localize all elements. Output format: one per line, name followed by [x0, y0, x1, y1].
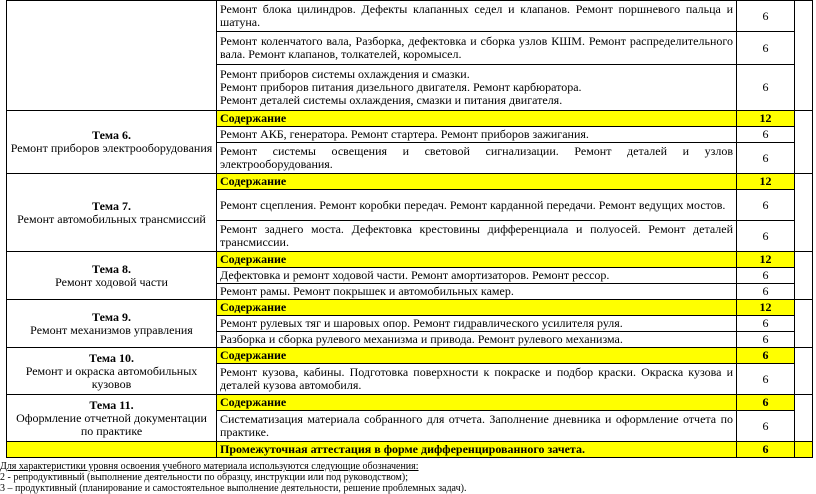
content-cell: Систематизация материала собранного для отчета. Заполнение дневника и оформление отчета по практике. — [217, 411, 737, 442]
level-cell — [795, 395, 813, 442]
content-cell: Дефектовка и ремонт ходовой части. Ремонт амортизаторов. Ремонт рессор. — [217, 268, 737, 284]
topic-cell — [7, 111, 217, 174]
note-line: 3 – продуктивный (планирование и самостоятельное выполнение деятельности, решение проблемных задач). — [0, 483, 467, 494]
hours-cell: 6 — [737, 190, 795, 221]
content-cell: Разборка и сборка рулевого механизма и привода. Ремонт рулевого механизма. — [217, 332, 737, 348]
hours-cell: 6 — [737, 32, 795, 65]
content-cell: Ремонт сцепления. Ремонт коробки передач. Ремонт карданной передачи. Ремонт ведущих мостов. — [217, 190, 737, 221]
header-hours: 6 — [737, 395, 795, 411]
note-line: Для характеристики уровня освоения учебного материала используются следующие обозначения: — [0, 461, 419, 472]
table-row — [7, 348, 813, 364]
topic-cell — [7, 395, 217, 442]
legend-notes — [0, 461, 816, 494]
content-line: Ремонт деталей системы охлаждения, смазки и питания двигателя. — [220, 93, 563, 107]
table-row-final — [7, 442, 813, 458]
hours-cell: 6 — [737, 332, 795, 348]
level-cell — [795, 252, 813, 300]
note-line: 2 - репродуктивный (выполнение деятельности по образцу, инструкции или под руководством); — [0, 472, 408, 483]
hours-cell: 6 — [737, 411, 795, 442]
topic-name: Ремонт автомобильных трансмиссий — [17, 211, 206, 226]
final-attestation: Промежуточная аттестация в форме дифференцированного зачета. — [217, 442, 737, 458]
final-hours: 6 — [737, 442, 795, 458]
topic-name: Ремонт механизмов управления — [30, 322, 193, 337]
topic-cell — [7, 252, 217, 300]
content-cell: Ремонт рулевых тяг и шаровых опор. Ремонт гидравлического усилителя руля. — [217, 316, 737, 332]
header-hours: 12 — [737, 174, 795, 190]
header-hours: 6 — [737, 348, 795, 364]
level-cell — [795, 1, 813, 111]
content-cell: Ремонт АКБ, генератора. Ремонт стартера. Ремонт приборов зажигания. — [217, 127, 737, 143]
topic-title: Тема 11. — [89, 397, 134, 412]
topic-name: Ремонт приборов электрооборудования — [10, 141, 213, 155]
hours-cell: 6 — [737, 143, 795, 174]
content-cell: Ремонт рамы. Ремонт покрышек и автомобильных камер. — [217, 284, 737, 300]
level-cell — [795, 300, 813, 348]
hours-cell: 6 — [737, 316, 795, 332]
content-header: Содержание — [217, 174, 737, 190]
header-hours: 12 — [737, 300, 795, 316]
table-row — [7, 111, 813, 127]
hours-cell: 6 — [737, 284, 795, 300]
hours-cell: 6 — [737, 65, 795, 111]
content-cell: Ремонт заднего моста. Дефектовка крестовины дифференциала и полуосей. Ремонт деталей трансмиссии. — [217, 221, 737, 252]
hours-cell: 6 — [737, 268, 795, 284]
content-cell: Ремонт коленчатого вала, Разборка, дефектовка и сборка узлов КШМ. Ремонт распределительного вала. Ремонт клапанов, толкателей, коромысел. — [217, 32, 737, 65]
content-cell: Ремонт кузова, кабины. Подготовка поверхности к покраске и подбор краски. Окраска кузова и деталей кузова автомобиля. — [217, 364, 737, 395]
topic-name: Оформление отчетной документации по практике — [16, 410, 207, 438]
topic-cell-continued — [7, 1, 217, 111]
content-header: Содержание — [217, 252, 737, 268]
header-hours: 12 — [737, 252, 795, 268]
content-header: Содержание — [217, 300, 737, 316]
topic-name: Ремонт и окраска автомобильных кузовов — [25, 363, 198, 391]
topic-title: Тема 6. — [92, 128, 131, 142]
level-cell — [795, 174, 813, 252]
topic-cell — [7, 300, 217, 348]
hours-cell: 6 — [737, 127, 795, 143]
table-row — [7, 252, 813, 268]
table-row — [7, 395, 813, 411]
content-cell — [217, 65, 737, 111]
topic-title: Тема 9. — [92, 309, 131, 324]
content-header: Содержание — [217, 348, 737, 364]
table-row — [7, 1, 813, 32]
final-empty-cell — [7, 442, 217, 458]
topic-title: Тема 8. — [92, 261, 131, 276]
content-header: Содержание — [217, 395, 737, 411]
content-cell: Ремонт системы освещения и световой сигнализации. Ремонт деталей и узлов электрооборудования. — [217, 143, 737, 174]
content-header: Содержание — [217, 111, 737, 127]
topic-cell — [7, 348, 217, 395]
table-row — [7, 300, 813, 316]
final-level-cell — [795, 442, 813, 458]
topic-name: Ремонт ходовой части — [55, 274, 168, 289]
topic-title: Тема 10. — [89, 350, 134, 365]
hours-cell: 6 — [737, 364, 795, 395]
topic-cell — [7, 174, 217, 252]
practice-plan-table — [6, 0, 813, 458]
level-cell — [795, 348, 813, 395]
content-line: Ремонт приборов системы охлаждения и смазки. — [220, 67, 470, 81]
level-cell — [795, 111, 813, 174]
table-row — [7, 174, 813, 190]
content-cell: Ремонт блока цилиндров. Дефекты клапанных седел и клапанов. Ремонт поршневого пальца и шатуна. — [217, 1, 737, 32]
header-hours: 12 — [737, 111, 795, 127]
hours-cell: 6 — [737, 1, 795, 32]
content-line: Ремонт приборов питания дизельного двигателя. Ремонт карбюратора. — [220, 80, 582, 94]
topic-title: Тема 7. — [92, 198, 131, 213]
hours-cell: 6 — [737, 221, 795, 252]
